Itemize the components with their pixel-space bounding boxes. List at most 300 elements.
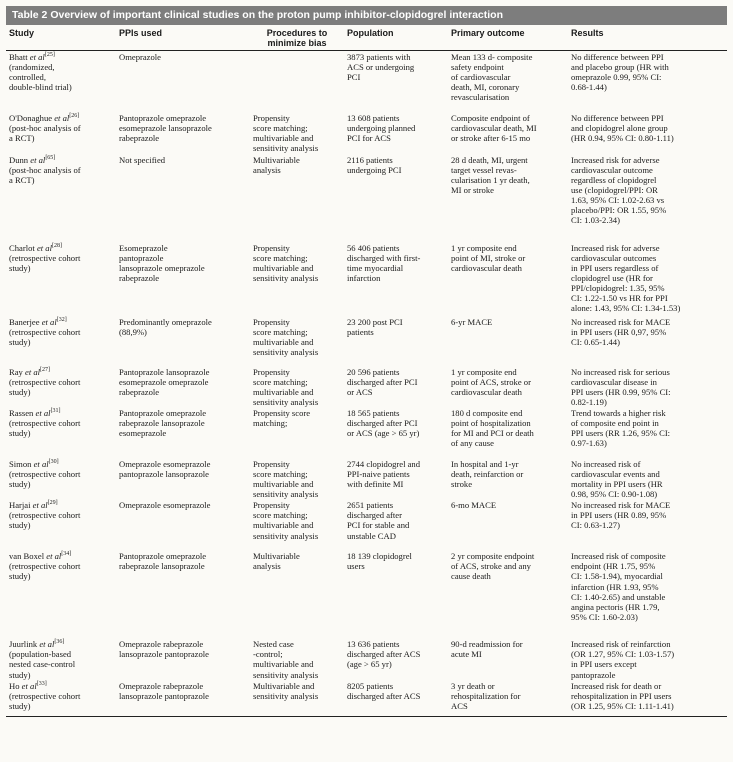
procedures-line: score matching; <box>253 326 308 337</box>
study-author: Juurlink <box>9 639 38 650</box>
ppis-line: esomeprazole omeprazole <box>119 376 209 387</box>
study-cell <box>6 154 116 242</box>
population-cell <box>344 366 448 407</box>
population-line: discharged after ACS <box>347 649 421 660</box>
reference-number: [30] <box>48 459 59 466</box>
ppis-line: Omeprazole rabeprazole <box>119 639 204 650</box>
results-line: (HR 0.94, 95% CI: 0.80-1.11) <box>571 132 674 143</box>
results-line: (OR 1.27, 95% CI: 1.03-1.57) <box>571 649 675 660</box>
procedures-line: multivariable and <box>253 659 314 670</box>
population-line: infarction <box>347 272 381 283</box>
results-line: clopidogrel use (HR for <box>571 272 653 283</box>
outcome-line: 3 yr death or <box>451 681 495 692</box>
procedures-line: multivariable and <box>253 132 314 143</box>
results-line: Trend towards a higher risk <box>571 407 666 418</box>
ppis-line: lansoprazole omeprazole <box>119 262 205 273</box>
table-row <box>6 550 727 638</box>
ppis-line: (88,9%) <box>119 326 147 337</box>
study-author: Rassen <box>9 407 34 418</box>
results-line: omeprazole 0.99, 95% CI: <box>571 72 662 83</box>
outcome-line: 1 yr composite end <box>451 242 517 253</box>
results-cell <box>568 51 727 112</box>
outcome-line: cardiovascular death <box>451 386 522 397</box>
study-design-line: study) <box>9 386 31 397</box>
procedures-line: multivariable and <box>253 336 314 347</box>
population-line: PCI for ACS <box>347 132 391 143</box>
study-cell <box>6 458 116 499</box>
population-cell <box>344 242 448 316</box>
results-line: 1.63, 95% CI: 1.02-2.63 vs <box>571 194 665 205</box>
ppis-cell <box>116 499 250 550</box>
study-author: O'Donaghue <box>9 112 53 123</box>
results-cell <box>568 458 727 499</box>
results-line: No increased risk of <box>571 458 641 469</box>
results-cell <box>568 366 727 407</box>
study-design-line: study) <box>9 669 31 680</box>
study-cell <box>6 680 116 716</box>
population-line: PPI-naive patients <box>347 468 410 479</box>
ppis-line: Omeprazole esomeprazole <box>119 500 211 511</box>
study-design-line: study) <box>9 701 31 712</box>
table-title: Table 2 Overview of important clinical studies on the proton pump inhibitor-clopidogrel interaction <box>6 6 727 25</box>
results-line: in PPI users except <box>571 659 637 670</box>
column-header: Study <box>6 25 116 51</box>
outcome-line: Composite endpoint of <box>451 112 530 123</box>
population-cell <box>344 316 448 366</box>
ppis-line: Omeprazole esomeprazole <box>119 458 211 469</box>
ppis-cell <box>116 638 250 680</box>
study-design-line: study) <box>9 479 31 490</box>
study-name-line <box>9 459 113 469</box>
procedures-cell <box>250 242 344 316</box>
procedures-line: Propensity <box>253 366 290 377</box>
clinical-studies-table <box>6 25 727 717</box>
procedures-line: Propensity <box>253 112 290 123</box>
procedures-line: Nested case <box>253 639 294 650</box>
population-cell <box>344 154 448 242</box>
study-design-line: (retrospective cohort <box>9 561 81 572</box>
table-row <box>6 638 727 680</box>
column-header: Population <box>344 25 448 51</box>
results-cell <box>568 154 727 242</box>
study-cell <box>6 407 116 458</box>
results-line: CI: 0.65-1.44) <box>571 336 620 347</box>
population-line: discharged after ACS <box>347 691 421 702</box>
population-cell <box>344 458 448 499</box>
outcome-line: cause death <box>451 571 491 582</box>
results-line: Increased risk for adverse <box>571 154 660 165</box>
study-design-line: (population-based <box>9 649 72 660</box>
results-line: (OR 1.25, 95% CI: 1.11-1.41) <box>571 701 674 712</box>
study-design-line: double-blind trial) <box>9 82 72 93</box>
ppis-line: pantoprazole lansoprazole <box>119 468 209 479</box>
results-line: mortality in PPI users (HR <box>571 479 663 490</box>
population-cell <box>344 407 448 458</box>
population-line: undergoing planned <box>347 122 416 133</box>
results-line: Increased risk of reinfarction <box>571 639 671 650</box>
ppis-line: rabeprazole <box>119 132 160 143</box>
outcome-cell <box>448 407 568 458</box>
study-design-line: (retrospective cohort <box>9 468 81 479</box>
study-name-line <box>9 317 113 327</box>
ppis-cell <box>116 680 250 716</box>
et-al: et al <box>46 551 62 562</box>
results-cell <box>568 407 727 458</box>
study-name-line <box>9 243 113 253</box>
study-name-line <box>9 113 113 123</box>
study-name-line <box>9 408 113 418</box>
outcome-cell <box>448 112 568 154</box>
study-name-line <box>9 52 113 62</box>
ppis-line: esomeprazole lansoprazole <box>119 122 212 133</box>
procedures-line: matching; <box>253 417 288 428</box>
et-al: et al <box>36 242 52 253</box>
outcome-cell <box>448 499 568 550</box>
study-design-line: (retrospective cohort <box>9 417 81 428</box>
procedures-line: score matching; <box>253 468 308 479</box>
results-cell <box>568 112 727 154</box>
results-line: 95% CI: 1.60-2.03) <box>571 611 638 622</box>
results-line: in PPI users (HR 0.89, 95% <box>571 510 667 521</box>
outcome-line: 1 yr composite end <box>451 366 517 377</box>
procedures-line: sensitivity analysis <box>253 396 319 407</box>
population-cell <box>344 112 448 154</box>
ppis-line: Not specified <box>119 154 166 165</box>
procedures-cell <box>250 550 344 638</box>
results-line: CI: 1.03-2.34) <box>571 215 620 226</box>
column-header: Procedures to minimize bias <box>250 25 344 51</box>
table-row <box>6 407 727 458</box>
procedures-line: score matching; <box>253 252 308 263</box>
procedures-line: Multivariable <box>253 551 300 562</box>
procedures-line: sensitivity analysis <box>253 142 319 153</box>
population-line: 8205 patients <box>347 681 394 692</box>
results-line: infarction (HR 1.93, 95% <box>571 581 659 592</box>
ppis-line: lansoprazole pantoprazole <box>119 691 209 702</box>
study-design-line: (retrospective cohort <box>9 252 81 263</box>
ppis-line: pantoprazole <box>119 252 164 263</box>
outcome-line: rehospitalization for <box>451 691 521 702</box>
outcome-line: of cardiovascular <box>451 72 511 83</box>
results-line: angina pectoris (HR 1.79, <box>571 601 660 612</box>
procedures-line: -control; <box>253 649 283 660</box>
outcome-cell <box>448 458 568 499</box>
study-author: van Boxel <box>9 551 45 562</box>
results-line: endpoint (HR 1.75, 95% <box>571 561 656 572</box>
results-line: placebo/PPI: OR 1.55, 95% <box>571 204 667 215</box>
reference-number: [27] <box>40 366 51 373</box>
et-al: et al <box>54 112 70 123</box>
procedures-line: sensitivity analysis <box>253 346 319 357</box>
population-line: 13 608 patients <box>347 112 400 123</box>
ppis-cell <box>116 51 250 112</box>
population-line: discharged after PCI <box>347 417 418 428</box>
study-author: Charlot <box>9 242 35 253</box>
results-line: alone: 1.43, 95% CI: 1.34-1.53) <box>571 303 681 314</box>
ppis-cell <box>116 316 250 366</box>
et-al: et al <box>29 52 45 62</box>
procedures-line: analysis <box>253 561 281 572</box>
results-cell <box>568 316 727 366</box>
table-body <box>6 51 727 717</box>
outcome-cell <box>448 154 568 242</box>
outcome-line: 2 yr composite endpoint <box>451 551 535 562</box>
et-al: et al <box>30 154 46 165</box>
outcome-cell <box>448 638 568 680</box>
ppis-line: Omeprazole rabeprazole <box>119 681 204 692</box>
population-cell <box>344 680 448 716</box>
population-cell <box>344 499 448 550</box>
outcome-line: MI or stroke <box>451 184 494 195</box>
procedures-line: sensitivity analysis <box>253 489 319 500</box>
study-author: Harjai <box>9 500 31 511</box>
reference-number: [34] <box>61 551 72 558</box>
ppis-line: Predominantly omeprazole <box>119 316 212 327</box>
outcome-cell <box>448 550 568 638</box>
population-line: 18 565 patients <box>347 407 400 418</box>
et-al: et al <box>32 500 48 511</box>
population-line: 2651 patients <box>347 500 394 511</box>
results-line: PPI/clopidogrel: 1.35, 95% <box>571 282 665 293</box>
results-cell <box>568 680 727 716</box>
ppis-line: esomeprazole <box>119 428 167 439</box>
study-name-line <box>9 639 113 649</box>
procedures-line: Propensity <box>253 316 290 327</box>
procedures-cell <box>250 499 344 550</box>
study-design-line: (post-hoc analysis of <box>9 164 81 175</box>
outcome-line: revascularisation <box>451 92 510 103</box>
population-line: 13 636 patients <box>347 639 400 650</box>
results-cell <box>568 499 727 550</box>
population-line: undergoing PCI <box>347 164 402 175</box>
table-row <box>6 366 727 407</box>
outcome-cell <box>448 366 568 407</box>
outcome-line: of ACS, stroke and any <box>451 561 531 572</box>
results-line: No increased risk for MACE <box>571 316 671 327</box>
study-design-line: a RCT) <box>9 132 35 143</box>
et-al: et al <box>41 316 57 327</box>
population-line: 3873 patients with <box>347 52 411 62</box>
population-cell <box>344 550 448 638</box>
procedures-line: sensitivity analysis <box>253 530 319 541</box>
ppis-line: rabeprazole <box>119 386 160 397</box>
population-line: discharged after PCI <box>347 376 418 387</box>
study-author: Banerjee <box>9 316 40 327</box>
table-row <box>6 112 727 154</box>
population-line: 23 200 post PCI <box>347 316 403 327</box>
results-line: Increased risk for death or <box>571 681 662 692</box>
results-line: and clopidogrel alone group <box>571 122 668 133</box>
procedures-line: multivariable and <box>253 262 314 273</box>
procedures-cell <box>250 458 344 499</box>
procedures-line: score matching; <box>253 510 308 521</box>
population-line: PCI for stable and <box>347 520 410 531</box>
results-line: in PPI users regardless of <box>571 262 659 273</box>
ppis-line: Pantoprazole omeprazole <box>119 407 207 418</box>
population-line: ACS or undergoing <box>347 62 415 73</box>
study-design-line: (randomized, <box>9 62 55 73</box>
population-line: 56 406 patients <box>347 242 400 253</box>
procedures-line: multivariable and <box>253 386 314 397</box>
results-cell <box>568 550 727 638</box>
ppis-cell <box>116 550 250 638</box>
reference-number: [25] <box>44 52 55 59</box>
study-design-line: (post-hoc analysis of <box>9 122 81 133</box>
population-line: or ACS (age > 65 yr) <box>347 428 420 439</box>
outcome-line: of any cause <box>451 438 494 449</box>
outcome-line: acute MI <box>451 649 482 660</box>
study-design-line: study) <box>9 262 31 273</box>
study-design-line: controlled, <box>9 72 46 83</box>
results-line: cardiovascular outcome <box>571 164 653 175</box>
et-al: et al <box>25 366 41 377</box>
results-line: cardiovascular events and <box>571 468 660 479</box>
population-line: PCI <box>347 72 361 83</box>
outcome-line: target vessel revas- <box>451 164 517 175</box>
procedures-line: Propensity <box>253 458 290 469</box>
results-line: PPI users (HR 0.99, 95% CI: <box>571 386 671 397</box>
reference-number: [29] <box>47 500 58 507</box>
procedures-cell <box>250 316 344 366</box>
study-name-line <box>9 367 113 377</box>
results-line: of composite end point in <box>571 417 659 428</box>
results-line: 0.68-1.44) <box>571 82 607 93</box>
outcome-line: 90-d readmission for <box>451 639 523 650</box>
outcome-line: death, MI, coronary <box>451 82 520 93</box>
population-cell <box>344 51 448 112</box>
outcome-line: or stroke after 6-15 mo <box>451 132 531 143</box>
study-cell <box>6 638 116 680</box>
results-cell <box>568 242 727 316</box>
study-author: Bhatt <box>9 52 28 62</box>
procedures-line: sensitivity analysis <box>253 691 319 702</box>
results-line: 0.82-1.19) <box>571 396 607 407</box>
study-author: Ray <box>9 366 23 377</box>
outcome-line: death, reinfarction or <box>451 468 524 479</box>
study-name-line <box>9 155 113 165</box>
study-design-line: study) <box>9 571 31 582</box>
results-line: No increased risk for MACE <box>571 500 671 511</box>
outcome-line: point of hospitalization <box>451 417 531 428</box>
procedures-cell <box>250 407 344 458</box>
outcome-line: point of ACS, stroke or <box>451 376 531 387</box>
results-line: Increased risk of composite <box>571 551 666 562</box>
outcome-line: In hospital and 1-yr <box>451 458 519 469</box>
outcome-line: point of MI, stroke or <box>451 252 526 263</box>
population-line: with definite MI <box>347 479 404 490</box>
outcome-line: ACS <box>451 701 468 712</box>
ppis-line: rabeprazole lansoprazole <box>119 561 205 572</box>
population-line: 2116 patients <box>347 154 393 165</box>
outcome-line: cardiovascular death, MI <box>451 122 537 133</box>
outcome-line: for MI and PCI or death <box>451 428 534 439</box>
results-line: No difference between PPI <box>571 52 664 62</box>
procedures-line: Multivariable and <box>253 681 315 692</box>
results-line: in PPI users (HR 0,97, 95% <box>571 326 667 337</box>
results-line: CI: 1.22-1.50 vs HR for PPI <box>571 292 668 303</box>
study-design-line: (retrospective cohort <box>9 326 81 337</box>
study-cell <box>6 242 116 316</box>
outcome-cell <box>448 316 568 366</box>
results-line: Increased risk for adverse <box>571 242 660 253</box>
population-line: patients <box>347 326 374 337</box>
results-line: No increased risk for serious <box>571 366 670 377</box>
procedures-line: multivariable and <box>253 479 314 490</box>
outcome-cell <box>448 680 568 716</box>
study-design-line: study) <box>9 428 31 439</box>
population-line: (age > 65 yr) <box>347 659 392 670</box>
ppis-line: rabeprazole lansoprazole <box>119 417 205 428</box>
ppis-line: Pantoprazole omeprazole <box>119 551 207 562</box>
study-cell <box>6 499 116 550</box>
study-design-line: a RCT) <box>9 174 35 185</box>
table-row <box>6 242 727 316</box>
et-al: et al <box>35 407 51 418</box>
procedures-cell <box>250 680 344 716</box>
results-line: cardiovascular outcomes <box>571 252 657 263</box>
results-line: 0.97-1.63) <box>571 438 607 449</box>
results-line: and placebo group (HR with <box>571 62 669 73</box>
population-line: discharged with first- <box>347 252 421 263</box>
table-row <box>6 51 727 112</box>
outcome-line: 6-mo MACE <box>451 500 497 511</box>
table-row <box>6 499 727 550</box>
outcome-line: 28 d death, MI, urgent <box>451 154 528 165</box>
ppis-line: Omeprazole <box>119 52 161 62</box>
outcome-line: Mean 133 d- composite <box>451 52 533 62</box>
reference-number: [36] <box>54 639 65 646</box>
table-row <box>6 680 727 716</box>
study-cell <box>6 51 116 112</box>
procedures-line: Propensity score <box>253 407 311 418</box>
table-row <box>6 154 727 242</box>
outcome-cell <box>448 242 568 316</box>
population-line: unstable CAD <box>347 530 396 541</box>
et-al: et al <box>21 681 37 692</box>
procedures-line: Propensity <box>253 500 290 511</box>
population-line: time myocardial <box>347 262 404 273</box>
study-author: Simon <box>9 458 32 469</box>
procedures-line: score matching; <box>253 376 308 387</box>
outcome-line: stroke <box>451 479 473 490</box>
ppis-line: Esomeprazole <box>119 242 168 253</box>
ppis-cell <box>116 458 250 499</box>
procedures-line: sensitivity analysis <box>253 272 319 283</box>
results-line: CI: 1.58-1.94), myocardial <box>571 571 663 582</box>
procedures-line: sensitivity analysis <box>253 669 319 680</box>
procedures-cell <box>250 638 344 680</box>
results-line: use (clopidogrel/PPI: OR <box>571 184 658 195</box>
outcome-line: safety endpoint <box>451 62 504 73</box>
results-line: PPI users (RR 1.26, 95% CI: <box>571 428 671 439</box>
study-cell <box>6 316 116 366</box>
ppis-line: lansoprazole pantoprazole <box>119 649 209 660</box>
population-line: users <box>347 561 365 572</box>
reference-number: [31] <box>50 408 61 415</box>
reference-number: [33] <box>36 681 47 688</box>
reference-number: [32] <box>56 316 67 323</box>
population-cell <box>344 638 448 680</box>
population-line: 18 139 clopidogrel <box>347 551 412 562</box>
procedures-cell <box>250 51 344 112</box>
procedures-line: Propensity <box>253 242 290 253</box>
study-author: Ho <box>9 681 20 692</box>
column-header: PPIs used <box>116 25 250 51</box>
procedures-line: analysis <box>253 164 281 175</box>
table-row <box>6 316 727 366</box>
procedures-cell <box>250 154 344 242</box>
ppis-cell <box>116 407 250 458</box>
